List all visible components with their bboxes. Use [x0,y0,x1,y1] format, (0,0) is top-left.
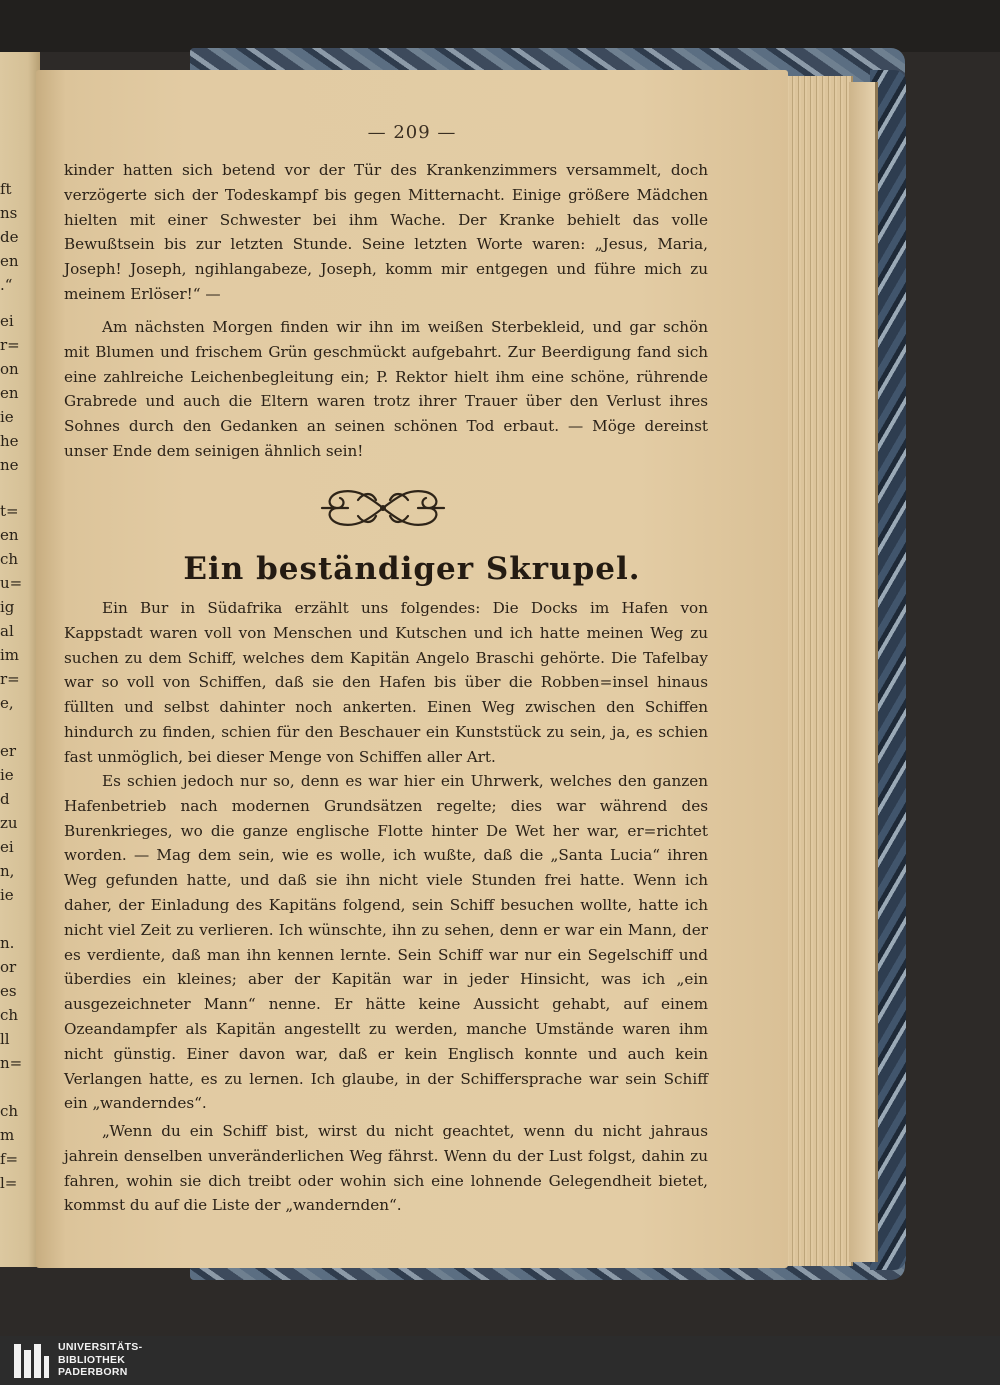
left-page-fragment: .“ [0,276,13,294]
left-page-fragment: ll [0,1030,10,1048]
left-page-fragment: al [0,622,14,640]
left-page-fragment: ig [0,598,15,616]
left-page-fragment: n, [0,862,15,880]
section-title: Ein beständiger Skrupel. [183,551,641,587]
left-page-fragment: im [0,646,20,664]
left-page-fragment: n. [0,934,15,952]
left-page-fragment: ie [0,408,14,426]
left-page-fragment: n= [0,1054,23,1072]
paragraph: Es schien jedoch nur so, denn es war hier ein Uhrwerk, welches den ganzen Hafenbetrieb nach modernen Grundsätzen regelte; dies war während des Burenkrieges, wo die ganze englische Flotte hinter De Wet her war, er=richtet worden. — Mag dem sein, wie es wolle, ich wußte, daß die „Santa Lucia“ ihren Weg gefunden hatte, und daß sie ihn nicht viele Stunden frei hatte. Wenn ich daher, der Einladung des Kapitäns folgend, sein Schiff besuchen wollte, hatte ich nicht viel Zeit zu verlieren. Ich wünschte, ihn zu sehen, denn er war ein Mann, der es verdiente, daß man ihn kennen lernte. Sein Schiff war nur ein Segelschiff und überdies ein kleines; aber der Kapitän war in jeder Hinsicht, was ich „ein ausgezeichneter Mann“ nenne. Er hätte keine Aussicht gehabt, auf einem Ozeandampfer als Kapitän angestellt zu werden, manche Umstände waren ihm nicht günstig. Einer davon war, daß er kein Englisch konnte und auch kein Verlangen hatte, es zu lernen. Ich glaube, in der Schiffersprache war sein Schiff ein „wanderndes“. [64,772,708,1113]
left-page-fragment: en [0,384,19,402]
library-footer [0,1336,1000,1385]
scan-background [0,0,1000,52]
left-page-fragment: r= [0,670,20,688]
left-page-fragment: ns [0,204,18,222]
left-page-fragment: ft [0,180,12,198]
left-page-fragment: l= [0,1174,18,1192]
left-page-fragment: f= [0,1150,19,1168]
left-page-edge [0,52,40,1267]
left-page-fragment: m [0,1126,15,1144]
left-page-fragment: t= [0,502,19,520]
paragraph: Ein Bur in Südafrika erzählt uns folgendes: Die Docks im Hafen von Kappstadt waren voll von Menschen und Kutschen und ich hatte meinen Weg zu suchen zu dem Schiff, welches dem Kapitän Angelo Braschi gehörte. Die Tafelbay war so voll von Schiffen, daß sie den Hafen bis über die Robben=insel hinaus füllten und selbst dahinter noch ankerten. Einen Weg zwischen den Schiffen hindurch zu finden, schien für den Beschauer ein Kunststück zu sein, ja, es schien fast unmöglich, bei dieser Menge von Schiffen aller Art. [64,599,708,766]
library-name-line: BIBLIOTHEK [58,1353,126,1366]
left-page-fragment: ch [0,1102,19,1120]
page-stack-edge [783,76,853,1266]
left-page-fragment: en [0,252,19,270]
left-page-fragment: d [0,790,10,808]
left-page-fragment: es [0,982,17,1000]
left-page-fragment: ch [0,550,19,568]
left-page-fragment: ch [0,1006,19,1024]
left-page-fragment: ne [0,456,19,474]
paragraph: „Wenn du ein Schiff bist, wirst du nicht geachtet, wenn du nicht jahraus jahrein denselben unveränderlichen Weg fährst. Wenn du der Lust folgst, dahin zu fahren, wohin sie dich treibt oder wohin sich eine lohnende Gelegendheit bietet, kommst du auf die Liste der „wandernden“. [64,1122,708,1215]
left-page-fragment: or [0,958,17,976]
library-name-line: UNIVERSITÄTS- [58,1341,143,1353]
ornament-flourish-icon [318,478,448,538]
library-logo-icon [12,1342,50,1380]
left-page-fragment: ei [0,312,14,330]
left-page-fragment: ie [0,886,14,904]
library-name-line: PADERBORN [58,1366,128,1378]
page-stack-outer [849,82,878,1262]
library-name [58,1341,142,1379]
left-page-fragment: r= [0,336,20,354]
left-page-fragment: ei [0,838,14,856]
paragraph: kinder hatten sich betend vor der Tür des Krankenzimmers versammelt, doch verzögerte sich der Todeskampf bis gegen Mitternacht. Einige größere Mädchen hielten mit einer Schwester bei ihm Wache. Der Kranke behielt das volle Bewußtsein bis zur letzten Stunde. Seine letzten Worte waren: „Jesus, Maria, Joseph! Joseph, ngihlangabeze, Joseph, komm mir entgegen und führe mich zu meinem Erlöser!“ — [64,161,708,303]
left-page-fragment: u= [0,574,23,592]
left-page-fragment: de [0,228,19,246]
left-page-fragment: he [0,432,19,450]
paragraph: Am nächsten Morgen finden wir ihn im weißen Sterbekleid, und gar schön mit Blumen und frischem Grün geschmückt aufgebahrt. Zur Beerdigung fand sich eine zahlreiche Leichenbegleitung ein; P. Rektor hielt ihm eine schöne, rührende Grabrede und auch die Eltern waren trotz ihrer Trauer über den Verlust ihres Sohnes durch den Gedanken an seinen schönen Tod erbaut. — Möge dereinst unser Ende dem seinigen ähnlich sein! [64,318,708,460]
left-page-fragment: en [0,526,19,544]
left-page-fragment: er [0,742,17,760]
left-page-fragment: on [0,360,19,378]
page-number: — 209 — [367,122,457,143]
left-page-fragment: e, [0,694,14,712]
left-page-fragment: zu [0,814,18,832]
left-page-fragment: ie [0,766,14,784]
